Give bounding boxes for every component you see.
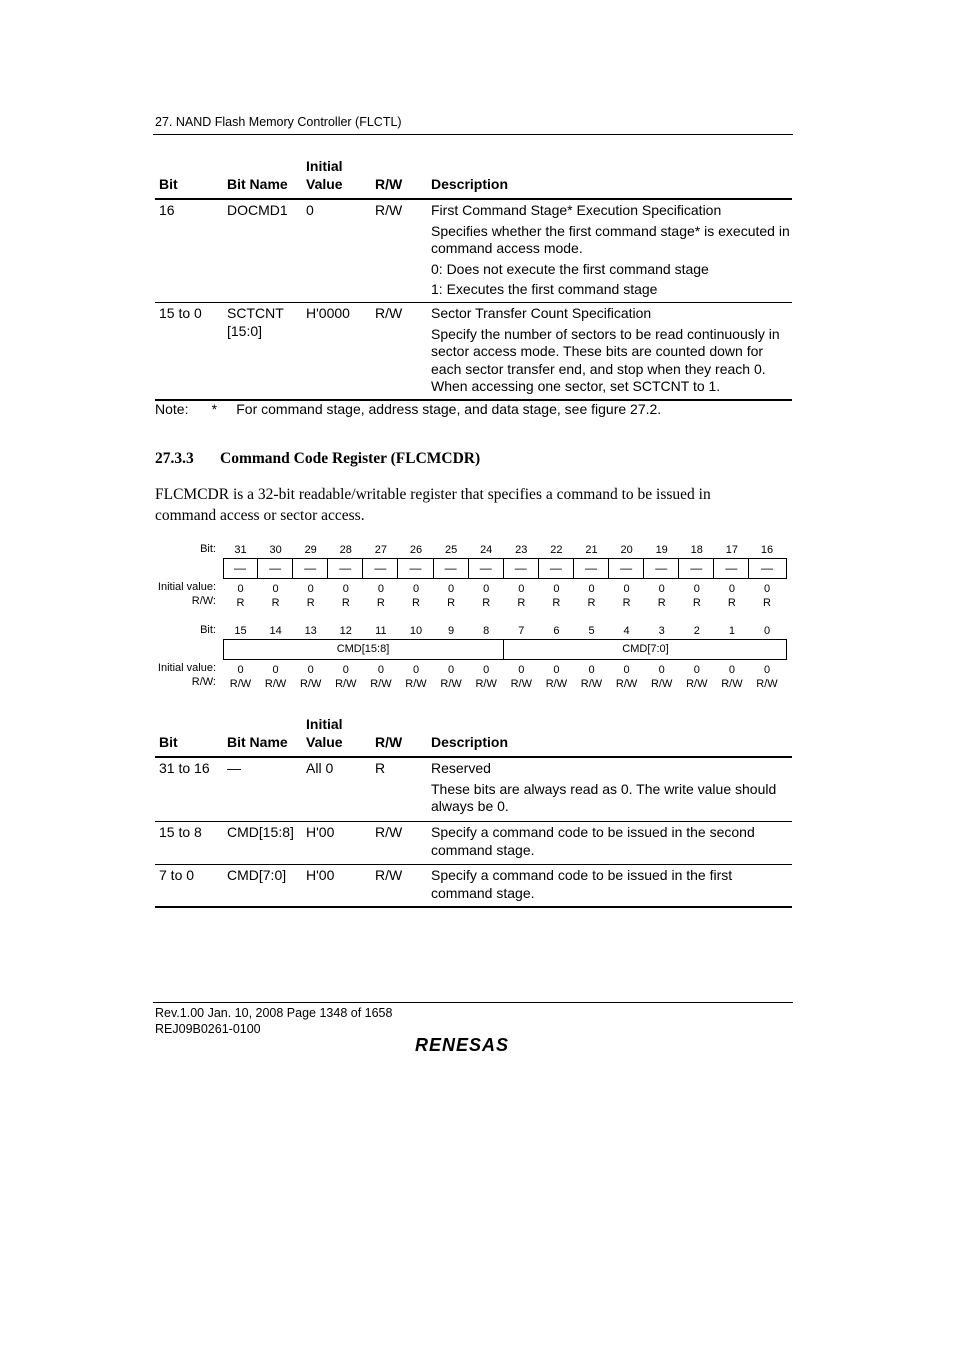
initial-value: 0 xyxy=(377,664,384,676)
bit-number: 28 xyxy=(339,544,352,556)
footer-revision: Rev.1.00 Jan. 10, 2008 Page 1348 of 1658 xyxy=(155,1006,393,1020)
section-heading xyxy=(155,450,480,468)
initial-value: 0 xyxy=(237,664,244,676)
initial-value: 0 xyxy=(553,664,560,676)
row-bit: 15 to 8 xyxy=(159,824,202,840)
col-rw-header: R/W xyxy=(375,734,403,750)
row-rw: R xyxy=(375,760,386,776)
bit-number: 13 xyxy=(304,625,317,637)
logo-text: RENESAS xyxy=(415,1035,510,1055)
footer xyxy=(155,1005,392,1037)
initial-value: 0 xyxy=(623,583,630,595)
rw-value: R/W xyxy=(756,678,778,690)
desc-line: These bits are always read as 0. The write value should always be 0. xyxy=(431,780,777,814)
row-initial: H'0000 xyxy=(306,305,350,321)
row-initial: H'00 xyxy=(306,824,335,840)
initial-value: 0 xyxy=(237,583,244,595)
reserved-field: — xyxy=(679,558,714,579)
rw-value: R xyxy=(657,597,666,609)
row-bit-name: DOCMD1 xyxy=(227,202,288,218)
note-label: Note: xyxy=(155,401,189,417)
col-initial-header-2: Value xyxy=(306,734,343,750)
row-initial: H'00 xyxy=(306,867,335,883)
reserved-field: — xyxy=(293,558,328,579)
note-text: For command stage, address stage, and data stage, see figure 27.2. xyxy=(236,401,662,417)
rw-value: R/W xyxy=(510,678,532,690)
rw-value: R/W xyxy=(405,678,427,690)
desc-line: Specify a command code to be issued in the second command stage. xyxy=(431,824,755,858)
initial-value: 0 xyxy=(307,664,314,676)
reserved-field: — xyxy=(258,558,293,579)
bit-number: 2 xyxy=(693,625,700,637)
row-bit-name-1: SCTCNT xyxy=(227,305,284,321)
desc-line: 0: Does not execute the first command stage xyxy=(431,260,709,277)
desc-line: Sector Transfer Count Specification xyxy=(431,305,652,321)
bit-number: 3 xyxy=(658,625,665,637)
running-header: 27. NAND Flash Memory Controller (FLCTL) xyxy=(155,115,402,129)
col-description-header: Description xyxy=(431,176,509,192)
rw-value: R/W xyxy=(721,678,743,690)
rw-value: R xyxy=(517,597,526,609)
rw-value: R xyxy=(236,597,245,609)
initial-value: 0 xyxy=(693,583,700,595)
desc-line: Specify a command code to be issued in the first command stage. xyxy=(431,867,733,901)
rw-value: R xyxy=(727,597,736,609)
row-bit-name: CMD[7:0] xyxy=(227,867,287,883)
rw-value: R xyxy=(622,597,631,609)
rw-label: R/W: xyxy=(191,595,216,607)
rw-value: R xyxy=(763,597,771,609)
rw-value: R/W xyxy=(686,678,708,690)
initial-value: 0 xyxy=(553,583,560,595)
bit-number: 7 xyxy=(518,625,525,637)
bit-number: 19 xyxy=(655,544,668,556)
rw-value: R/W xyxy=(650,678,673,690)
table-header-row xyxy=(155,158,792,198)
bit-label: Bit: xyxy=(200,624,216,636)
rw-value: R/W xyxy=(264,678,287,690)
col-rw-header: R/W xyxy=(375,176,403,192)
reserved-field: — xyxy=(761,561,773,575)
initial-value: 0 xyxy=(483,664,490,676)
rw-value: R xyxy=(482,597,491,609)
row-description xyxy=(431,760,793,819)
initial-value: 0 xyxy=(342,583,349,595)
bit-number: 12 xyxy=(339,625,352,637)
initial-value: 0 xyxy=(693,664,700,676)
initial-value: 0 xyxy=(412,583,420,595)
bit-number: 24 xyxy=(480,544,493,556)
reserved-field: — xyxy=(434,558,469,579)
reserved-field: — xyxy=(714,558,749,579)
table-header-row xyxy=(155,716,792,756)
col-bitname-header: Bit Name xyxy=(227,734,288,750)
row-initial: 0 xyxy=(306,202,314,218)
footer-docnumber: REJ09B0261-0100 xyxy=(155,1022,261,1036)
initial-value: 0 xyxy=(623,664,630,676)
row-divider xyxy=(155,302,792,303)
reserved-field: — xyxy=(399,558,434,579)
bit-number: 26 xyxy=(409,544,423,556)
initial-value: 0 xyxy=(448,664,455,676)
col-description-header: Description xyxy=(431,734,509,750)
bit-number: 25 xyxy=(444,544,458,556)
initial-value: 0 xyxy=(377,583,384,595)
bit-number: 10 xyxy=(409,625,423,637)
footer-rule xyxy=(153,1002,793,1003)
initial-value: 0 xyxy=(763,583,771,595)
bit-number: 5 xyxy=(588,625,595,637)
row-rw: R/W xyxy=(375,867,403,883)
rw-value: R/W xyxy=(580,678,603,690)
initial-value-label: Initial value: xyxy=(157,581,216,593)
reserved-field: — xyxy=(539,558,574,579)
rw-value: R xyxy=(341,597,350,609)
rw-value: R xyxy=(587,597,596,609)
reserved-field: — xyxy=(328,558,363,579)
rw-value: R/W xyxy=(299,678,322,690)
reserved-field: — xyxy=(469,558,504,579)
reserved-field: — xyxy=(223,558,258,579)
initial-value: 0 xyxy=(272,664,279,676)
rw-value: R/W xyxy=(335,678,357,690)
initial-value: 0 xyxy=(518,583,525,595)
field-cmd-15-8: CMD[15:8] xyxy=(223,639,504,660)
row-rw: R/W xyxy=(375,202,403,218)
row-bit: 16 xyxy=(159,202,175,218)
row-rw: R/W xyxy=(375,824,403,840)
bit-table-1 xyxy=(155,158,792,198)
desc-line: First Command Stage* Execution Specification xyxy=(431,202,722,218)
bit-number: 16 xyxy=(760,544,774,556)
initial-value: 0 xyxy=(728,583,735,595)
row-description xyxy=(431,824,793,862)
initial-value: 0 xyxy=(728,664,735,676)
col-initial-header-1: Initial xyxy=(306,158,343,174)
note-asterisk: * xyxy=(211,401,218,417)
initial-value: 0 xyxy=(342,664,349,676)
row-bit: 31 to 16 xyxy=(159,760,210,776)
bit-number: 0 xyxy=(763,625,771,637)
reserved-field: — xyxy=(363,558,398,579)
row-description xyxy=(431,202,793,302)
initial-value: 0 xyxy=(588,583,595,595)
table-note xyxy=(155,401,661,417)
reserved-field: — xyxy=(609,558,644,579)
bit-number: 22 xyxy=(550,544,563,556)
rw-value: R/W xyxy=(615,678,638,690)
bit-number: 29 xyxy=(304,544,317,556)
bit-number: 20 xyxy=(620,544,633,556)
reserved-field: — xyxy=(644,558,679,579)
bit-number: 21 xyxy=(585,544,598,556)
renesas-logo xyxy=(413,1034,533,1061)
bit-number: 31 xyxy=(234,544,247,556)
rw-value: R/W xyxy=(440,678,462,690)
rw-value: R xyxy=(306,597,315,609)
bit-number: 14 xyxy=(269,625,282,637)
row-bit-name-2: [15:0] xyxy=(227,323,263,339)
bit-number: 27 xyxy=(374,544,388,556)
row-description xyxy=(431,867,793,905)
rw-value: R xyxy=(692,597,701,609)
rw-label: R/W: xyxy=(191,676,216,688)
bit-label: Bit: xyxy=(200,543,216,555)
bit-number: 4 xyxy=(623,625,630,637)
initial-value-label: Initial value: xyxy=(157,662,216,674)
table2-bottom-rule xyxy=(155,906,792,908)
initial-value: 0 xyxy=(658,664,665,676)
row-bit: 15 to 0 xyxy=(159,305,202,321)
field-cmd-7-0: CMD[7:0] xyxy=(622,643,669,655)
bit-number: 6 xyxy=(553,625,560,637)
initial-value: 0 xyxy=(518,664,525,676)
row-bit-name: — xyxy=(227,760,241,776)
rw-value: R xyxy=(412,597,420,609)
rw-value: R xyxy=(447,597,456,609)
col-initial-header-2: Value xyxy=(306,176,343,192)
rw-value: R xyxy=(552,597,561,609)
desc-line: Specifies whether the first command stage* is executed in command access mode. xyxy=(431,222,790,256)
rw-value: R xyxy=(376,597,385,609)
row-rw: R/W xyxy=(375,305,403,321)
reserved-field: — xyxy=(504,558,539,579)
desc-line: 1: Executes the first command stage xyxy=(431,281,658,297)
initial-value: 0 xyxy=(307,583,314,595)
initial-value: 0 xyxy=(272,583,279,595)
bit-table-2 xyxy=(155,716,792,756)
initial-value: 0 xyxy=(588,664,595,676)
reserved-field: — xyxy=(574,558,609,579)
initial-value: 0 xyxy=(448,583,455,595)
bit-number: 23 xyxy=(515,544,528,556)
bit-number: 15 xyxy=(234,625,247,637)
bit-number: 30 xyxy=(269,544,282,556)
rw-value: R/W xyxy=(370,678,392,690)
table1-header-rule xyxy=(155,198,792,200)
rw-value: R xyxy=(271,597,280,609)
desc-line: Reserved xyxy=(431,760,491,776)
bit-number: 9 xyxy=(448,625,455,637)
rw-value: R/W xyxy=(475,678,497,690)
initial-value: 0 xyxy=(763,664,771,676)
col-bit-header: Bit xyxy=(159,734,178,750)
initial-value: 0 xyxy=(412,664,420,676)
initial-value: 0 xyxy=(483,583,490,595)
bit-number: 18 xyxy=(690,544,703,556)
row-divider xyxy=(155,864,792,865)
row-description xyxy=(431,305,793,399)
col-bitname-header: Bit Name xyxy=(227,176,288,192)
header-rule xyxy=(153,134,793,135)
initial-value: 0 xyxy=(658,583,665,595)
table2-header-rule xyxy=(155,756,792,758)
col-bit-header: Bit xyxy=(159,176,178,192)
row-divider xyxy=(155,821,792,822)
row-bit-name: CMD[15:8] xyxy=(227,824,294,840)
section-number: 27.3.3 xyxy=(155,450,194,467)
section-paragraph: FLCMCDR is a 32-bit readable/writable register that specifies a command to be issued in command access or sector access. xyxy=(155,486,711,524)
bit-number: 1 xyxy=(728,625,735,637)
bit-number: 8 xyxy=(483,625,490,637)
section-title: Command Code Register (FLCMCDR) xyxy=(220,450,481,467)
bit-number: 17 xyxy=(725,544,739,556)
rw-value: R/W xyxy=(545,678,568,690)
row-initial: All 0 xyxy=(306,760,334,776)
rw-value: R/W xyxy=(229,678,252,690)
desc-line: Specify the number of sectors to be read continuously in sector access mode. These bits are counted down for each sector transfer end, and stop when they reach 0. When accessing one sector, set SCTCNT to 1. xyxy=(431,325,780,394)
col-initial-header-1: Initial xyxy=(306,716,343,732)
bit-number: 11 xyxy=(375,625,387,637)
row-bit: 7 to 0 xyxy=(159,867,195,883)
